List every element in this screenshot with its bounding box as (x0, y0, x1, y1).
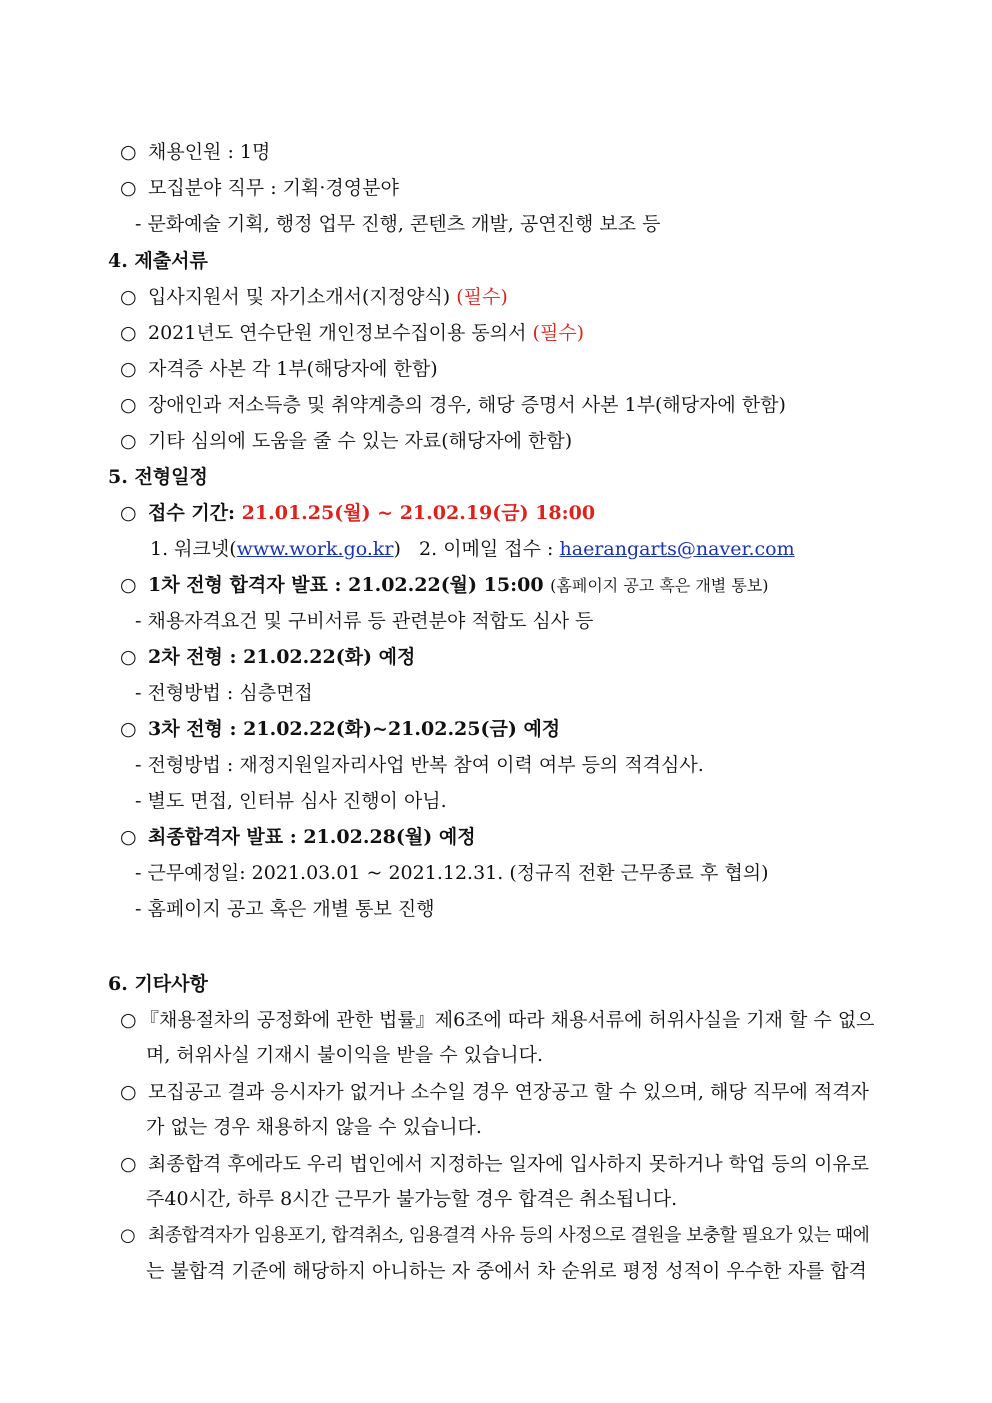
bullet-icon: ○ (120, 1225, 136, 1246)
reception-methods (150, 537, 795, 561)
bullet-icon: ○ (120, 574, 137, 596)
doc-item-4 (120, 393, 786, 417)
dash-marker: - (135, 790, 142, 812)
bullet-icon: ○ (120, 430, 137, 452)
note-1-text-b: 며, 허위사실 기재시 불이익을 받을 수 있습니다. (146, 1044, 544, 1066)
bullet-icon: ○ (120, 394, 137, 416)
final-result-line (120, 825, 476, 849)
bullet-icon: ○ (120, 1009, 137, 1031)
note-2-line-1 (120, 1080, 869, 1104)
round-1-detail: 채용자격요건 및 구비서류 등 관련분야 적합도 심사 등 (147, 610, 594, 632)
hire-duties-line (135, 212, 660, 236)
bullet-icon: ○ (120, 358, 137, 380)
bullet-icon: ○ (120, 1153, 137, 1175)
method-2-label: 2. 이메일 접수 : (419, 538, 554, 560)
round-2-detail-line (135, 681, 313, 705)
note-3-text-b: 주40시간, 하루 8시간 근무가 불가능할 경우 합격은 취소됩니다. (146, 1188, 678, 1210)
doc-item-1 (120, 285, 508, 309)
note-4-line-1 (120, 1224, 869, 1248)
note-3-line-1 (120, 1152, 869, 1176)
email-link[interactable]: haerangarts@naver.com (559, 538, 795, 560)
method-1-close: ) (393, 538, 401, 560)
section-5-title: 5. 전형일정 (108, 466, 208, 488)
note-4-text-a: 최종합격자가 임용포기, 합격취소, 임용결격 사유 등의 사정으로 결원을 보충할 필요가 있는 때에 (148, 1225, 870, 1246)
bullet-icon: ○ (120, 646, 137, 668)
final-detail-1-line (135, 861, 769, 885)
note-2-text-a: 모집공고 결과 응시자가 없거나 소수일 경우 연장공고 할 수 있으며, 해당 직무에 적격자 (148, 1081, 869, 1103)
hire-field: 모집분야 직무 : 기획·경영분야 (148, 177, 399, 199)
reception-dates: 21.01.25(월) ~ 21.02.19(금) 18:00 (241, 502, 596, 524)
final-detail-1: 근무예정일: 2021.03.01 ~ 2021.12.31. (정규직 전환 근무종료 후 협의) (147, 862, 769, 884)
hire-field-line (120, 176, 399, 200)
dash-marker: - (135, 898, 142, 920)
doc-item-4-text: 장애인과 저소득층 및 취약계층의 경우, 해당 증명서 사본 1부(해당자에 한함) (148, 394, 786, 416)
round-3-detail-1: 전형방법 : 재정지원일자리사업 반복 참여 이력 여부 등의 적격심사. (147, 754, 704, 776)
final-detail-2-line (135, 897, 435, 921)
dash-marker: - (135, 754, 142, 776)
doc-item-1-text: 입사지원서 및 자기소개서(지정양식) (148, 286, 451, 308)
round-1-title: 1차 전형 합격자 발표 : 21.02.22(월) 15:00 (148, 574, 544, 596)
doc-item-3-text: 자격증 사본 각 1부(해당자에 한함) (148, 358, 438, 380)
dash-marker: - (135, 610, 142, 632)
note-1-line-1 (120, 1008, 875, 1032)
hire-count: 채용인원 : 1명 (148, 141, 271, 163)
round-3-detail-1-line (135, 753, 704, 777)
note-1-text-a: 『채용절차의 공정화에 관한 법률』제6조에 따라 채용서류에 허위사실을 기재 할 수 없으 (140, 1009, 875, 1031)
doc-item-5-text: 기타 심의에 도움을 줄 수 있는 자료(해당자에 한함) (148, 430, 573, 452)
bullet-icon: ○ (120, 1081, 137, 1103)
bullet-icon: ○ (120, 502, 137, 524)
dash-marker: - (135, 862, 142, 884)
bullet-icon: ○ (120, 718, 137, 740)
section-4-title: 4. 제출서류 (108, 250, 208, 272)
hire-count-line (120, 140, 270, 164)
round-1-line (120, 573, 768, 598)
dash-marker: - (135, 213, 142, 235)
round-2-title: 2차 전형 : 21.02.22(화) 예정 (148, 646, 416, 668)
round-3-detail-2-line (135, 789, 447, 813)
doc-item-2 (120, 321, 584, 345)
round-2-line (120, 645, 415, 669)
bullet-icon: ○ (120, 322, 137, 344)
section-6-title: 6. 기타사항 (108, 973, 208, 995)
note-4-text-b: 는 불합격 기준에 해당하지 아니하는 자 중에서 차 순위로 평정 성적이 우수한 자를 합격 (146, 1260, 867, 1282)
doc-item-5 (120, 429, 572, 453)
bullet-icon: ○ (120, 141, 137, 163)
required-badge: (필수) (532, 322, 585, 344)
round-1-note: (홈페이지 공고 혹은 개별 통보) (550, 576, 769, 595)
round-2-detail: 전형방법 : 심층면접 (147, 682, 313, 704)
note-3-text-a: 최종합격 후에라도 우리 법인에서 지정하는 일자에 입사하지 못하거나 학업 등의 이유로 (148, 1153, 870, 1175)
round-1-detail-line (135, 609, 594, 633)
worknet-link[interactable]: www.work.go.kr (236, 538, 394, 560)
reception-period (120, 501, 595, 525)
final-detail-2: 홈페이지 공고 혹은 개별 통보 진행 (147, 898, 435, 920)
bullet-icon: ○ (120, 177, 137, 199)
method-1-label: 1. 워크넷( (150, 538, 237, 560)
bullet-icon: ○ (120, 826, 137, 848)
note-2-text-b: 가 없는 경우 채용하지 않을 수 있습니다. (146, 1116, 482, 1138)
required-badge: (필수) (456, 286, 508, 308)
doc-item-3 (120, 357, 438, 381)
final-result-title: 최종합격자 발표 : 21.02.28(월) 예정 (148, 826, 476, 848)
round-3-title: 3차 전형 : 21.02.22(화)~21.02.25(금) 예정 (148, 718, 561, 740)
dash-marker: - (135, 682, 142, 704)
hire-duties: 문화예술 기획, 행정 업무 진행, 콘텐츠 개발, 공연진행 보조 등 (147, 213, 661, 235)
reception-label: 접수 기간: (148, 502, 236, 524)
round-3-detail-2: 별도 면접, 인터뷰 심사 진행이 아님. (147, 790, 447, 812)
doc-item-2-text: 2021년도 연수단원 개인정보수집이용 동의서 (148, 322, 527, 344)
round-3-line (120, 717, 560, 741)
bullet-icon: ○ (120, 286, 137, 308)
